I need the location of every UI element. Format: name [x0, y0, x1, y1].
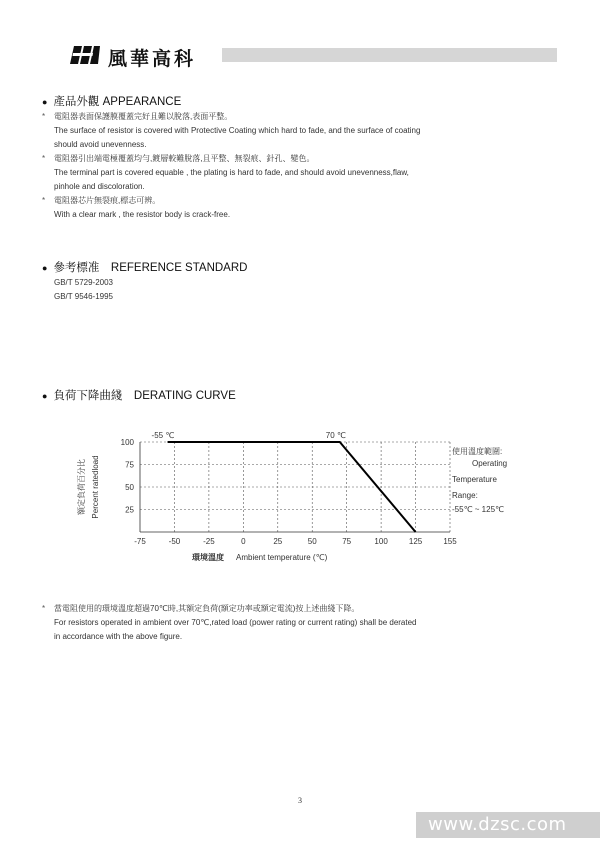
chart-ticks [121, 438, 458, 546]
appearance-item-en: pinhole and discoloration. [54, 182, 145, 191]
brand-name: 風華高科 [108, 49, 197, 70]
y-axis-label-zh: 額定負荷百分比 [77, 459, 86, 515]
derating-chart [60, 420, 530, 580]
appearance-item-en: The surface of resistor is covered with Protective Coating which hard to fade, and the surface of coating [54, 126, 421, 135]
x-tick-label: -25 [203, 537, 215, 546]
derating-title: ● 負荷下降曲綫 DERATING CURVE [42, 390, 236, 402]
x-tick-label: 0 [241, 537, 246, 546]
footer-note [42, 602, 417, 644]
appearance-list [42, 110, 420, 222]
y-axis-label-en: Percent ratedload [91, 455, 100, 519]
x-tick-label: 100 [374, 537, 388, 546]
company-logo [70, 44, 100, 66]
reference-line: GB/T 5729-2003 [54, 278, 114, 287]
y-tick-label: 100 [120, 438, 134, 447]
x-tick-label: 125 [408, 537, 423, 546]
appearance-title: ● 產品外觀 APPEARANCE [42, 96, 182, 108]
page-number: 3 [298, 796, 302, 805]
side-note-line: Operating [472, 459, 508, 468]
x-tick-label: -75 [134, 537, 146, 546]
x-axis-label-en: Ambient temperature (℃) [236, 553, 328, 562]
side-note-line: 使用溫度範圍: [452, 447, 503, 456]
appearance-item-en: The terminal part is covered equable , the plating is hard to fade, and should avoid unevenness,flaw, [54, 168, 409, 177]
y-tick-label: 25 [125, 505, 134, 515]
x-tick-label: -50 [168, 537, 181, 546]
appearance-item-en: should avoid unevenness. [54, 140, 147, 149]
x-tick-label: 25 [273, 537, 283, 546]
reference-line: GB/T 9546-1995 [54, 292, 114, 301]
y-tick-label: 50 [125, 483, 134, 492]
watermark: www.dzsc.com [428, 814, 567, 835]
footer-note-en: For resistors operated in ambient over 70℃,rated load (power rating or current rating) shall be derated [54, 618, 417, 627]
annotation-high-temp: 70 ℃ [325, 431, 346, 440]
footer-note-en: in accordance with the above figure. [54, 632, 183, 641]
appearance-item: * 電阻器表面保護膜覆蓋完好且難以脫落,表面平整。 [42, 112, 233, 121]
appearance-item: * 電阻器芯片無裂痕,標志可辨。 [42, 196, 161, 205]
appearance-item-en: With a clear mark , the resistor body is crack-free. [54, 210, 231, 219]
annotation-low-temp: -55 ℃ [151, 431, 175, 440]
x-tick-label: 50 [307, 537, 317, 546]
side-note-line: Temperature [452, 475, 497, 484]
side-note-line: -55℃ ~ 125℃ [452, 505, 504, 514]
x-tick-label: 155 [443, 537, 457, 546]
header-bar [222, 48, 557, 62]
y-tick-label: 75 [125, 460, 134, 470]
x-axis-label-zh: 環境溫度 [192, 553, 224, 562]
appearance-item: * 電阻器引出端電極覆蓋均勻,鍍層較難脫落,且平整、無裂痕、針孔、變色。 [42, 154, 315, 163]
x-tick-label: 75 [342, 537, 352, 546]
reference-title: ● 參考標准 REFERENCE STANDARD [42, 262, 248, 274]
reference-list [54, 276, 113, 304]
side-note-line: Range: [452, 491, 478, 500]
footer-note-zh: * 當電阻使用的環境溫度超過70℃時,其額定負荷(額定功率或額定電流)按上述曲綫下降。 [42, 604, 360, 613]
